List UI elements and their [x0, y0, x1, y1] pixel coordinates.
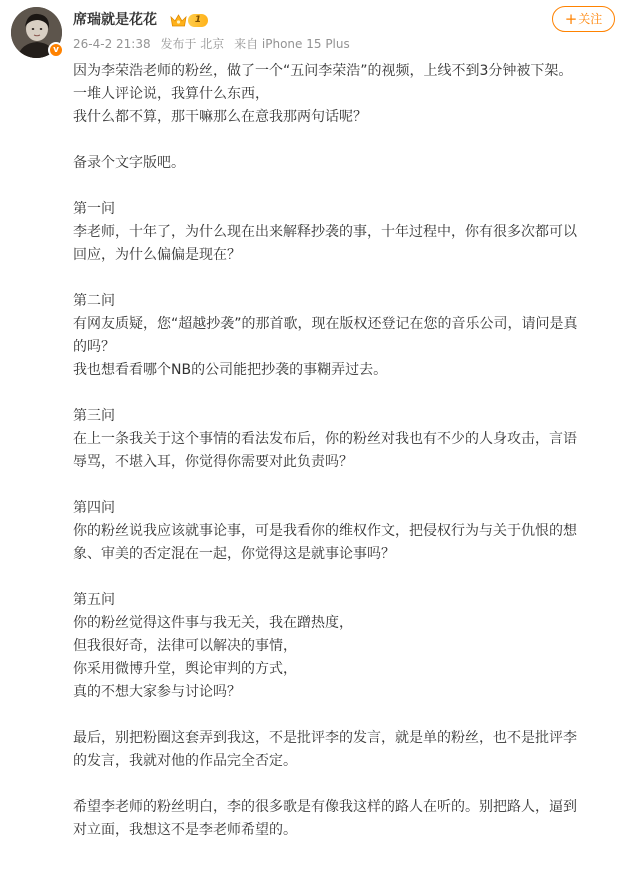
text-line: 你的粉丝说我应该就事论事，可是我看你的维权作文，把侵权行为与关于仇恨的想	[73, 523, 577, 539]
text-line: 象、审美的否定混在一起，你觉得这是就事论事吗？	[73, 546, 395, 562]
post-location: 发布于 北京	[160, 37, 225, 51]
closing-paragraph-2	[73, 796, 618, 842]
text-line: 李老师，十年了，为什么现在出来解释抄袭的事，十年过程中，你有很多次都可以	[73, 224, 577, 240]
text-line: 但我很好奇，法律可以解决的事情，	[73, 638, 297, 654]
user-badges	[170, 12, 208, 28]
text-line: 最后，别把粉圈这套弄到我这，不是批评李的发言，就是单的粉丝，也不是批评李	[73, 730, 577, 746]
post-meta	[73, 36, 356, 52]
question-title: 第一问	[73, 201, 115, 217]
text-line: 的发言，我就对他的作品完全否定。	[73, 753, 297, 769]
text-line: 你的粉丝觉得这件事与我无关，我在蹭热度，	[73, 615, 353, 631]
question-1	[73, 198, 618, 267]
follow-label: 关注	[578, 12, 603, 26]
text-line: 对立面，我想这不是李老师希望的。	[73, 822, 297, 838]
intro-paragraph	[73, 60, 618, 129]
post-header	[0, 0, 628, 64]
text-line: 你采用微博升堂，舆论审判的方式，	[73, 661, 297, 677]
text-line: 我什么都不算，那干嘛那么在意我那两句话呢？	[73, 109, 367, 125]
text-line: 辱骂，不堪入耳，你觉得你需要对此负责吗？	[73, 454, 353, 470]
level-badge: 1	[188, 14, 208, 27]
text-line: 的吗？	[73, 339, 115, 355]
text-line: 真的不想大家参与讨论吗？	[73, 684, 241, 700]
text-line: 一堆人评论说，我算什么东西，	[73, 86, 269, 102]
text-line: 我也想看看哪个NB的公司能把抄袭的事糊弄过去。	[73, 362, 388, 378]
post-body	[73, 60, 618, 842]
backup-paragraph	[73, 152, 618, 175]
question-title: 第五问	[73, 592, 115, 608]
vip-crown-icon[interactable]	[170, 13, 187, 28]
post-timestamp[interactable]: 26-4-2 21:38	[73, 37, 151, 51]
question-2	[73, 290, 618, 382]
closing-paragraph-1	[73, 727, 618, 773]
text-line: 回应，为什么偏偏是现在？	[73, 247, 241, 263]
question-title: 第三问	[73, 408, 115, 424]
text-line: 有网友质疑，您“超越抄袭”的那首歌，现在版权还登记在您的音乐公司，请问是真	[73, 316, 578, 332]
username[interactable]: 席瑞就是花花	[73, 12, 157, 28]
text-line: 备录个文字版吧。	[73, 155, 185, 171]
question-3	[73, 405, 618, 474]
text-line: 在上一条我关于这个事情的看法发布后，你的粉丝对我也有不少的人身攻击，言语	[73, 431, 577, 447]
post-source: 来自 iPhone 15 Plus	[234, 37, 350, 51]
question-5	[73, 589, 618, 704]
text-line: 希望李老师的粉丝明白，李的很多歌是有像我这样的路人在听的。别把路人，逼到	[73, 799, 577, 815]
question-4	[73, 497, 618, 566]
verified-badge-icon: v	[48, 42, 64, 58]
text-line: 因为李荣浩老师的粉丝，做了一个“五问李荣浩”的视频，上线不到3分钟被下架。	[73, 63, 573, 79]
question-title: 第二问	[73, 293, 115, 309]
plus-icon: +	[564, 10, 578, 28]
question-title: 第四问	[73, 500, 115, 516]
follow-button[interactable]	[552, 6, 615, 32]
